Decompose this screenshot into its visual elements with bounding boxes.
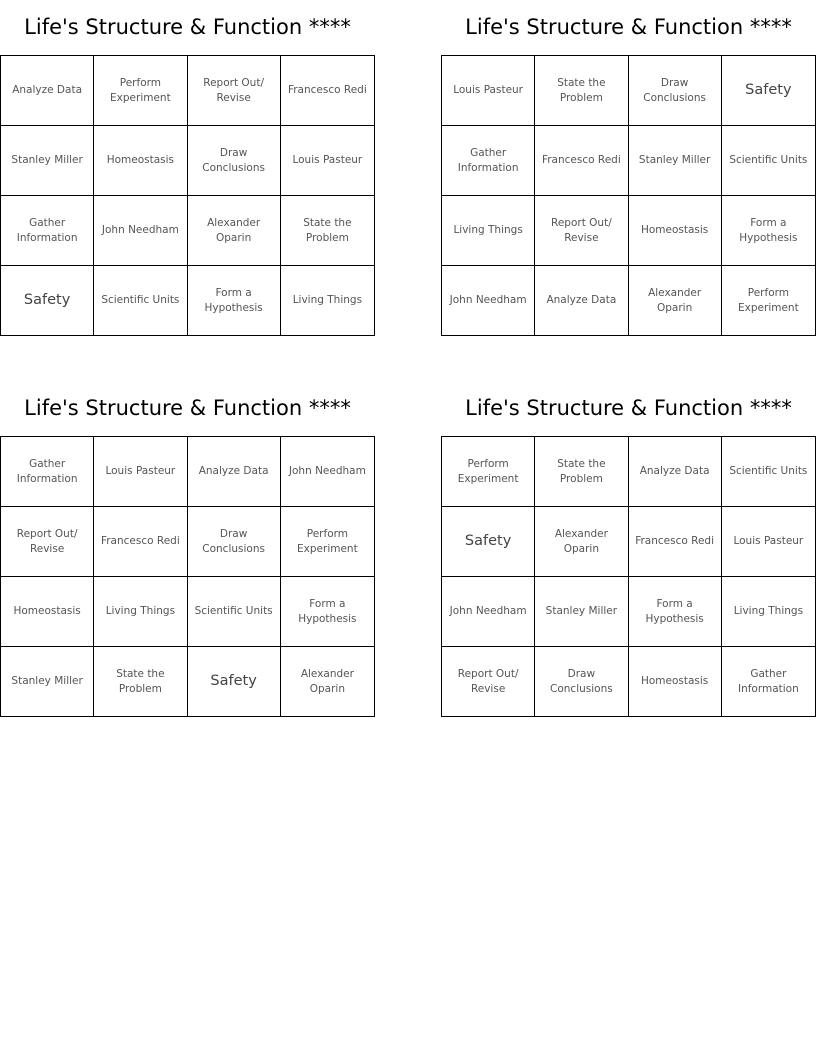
- bingo-grid: [441, 436, 816, 717]
- bingo-cell: Louis Pasteur: [442, 56, 535, 126]
- bingo-cell: Alexander Oparin: [300, 667, 354, 695]
- bingo-cell: Louis Pasteur: [722, 507, 815, 577]
- bingo-cell: Louis Pasteur: [94, 437, 187, 507]
- bingo-cell: Analyze Data: [629, 437, 722, 507]
- free-space-cell: Safety: [188, 647, 281, 716]
- bingo-cell: Alexander Oparin: [188, 196, 281, 266]
- bingo-cell: Alexander Oparin: [629, 266, 722, 335]
- bingo-card: [0, 0, 375, 336]
- bingo-cell: Gather Information: [737, 667, 799, 695]
- bingo-cell: Perform Experiment: [281, 507, 374, 577]
- bingo-cell: Homeostasis: [629, 196, 722, 266]
- bingo-cell: State the Problem: [281, 196, 374, 266]
- bingo-grid: [0, 436, 375, 717]
- bingo-cell: State the Problem: [535, 56, 628, 126]
- bingo-cell: State the Problem: [535, 437, 628, 507]
- bingo-cell: Analyze Data: [535, 266, 628, 335]
- bingo-cell: Form a Hypothesis: [188, 266, 281, 335]
- free-space-cell: Safety: [1, 266, 94, 335]
- bingo-cell: Scientific Units: [722, 437, 815, 507]
- bingo-grid: [0, 55, 375, 336]
- card-title: Life's Structure & Function ****: [24, 396, 351, 420]
- bingo-cell: John Needham: [442, 266, 535, 335]
- bingo-cell: Stanley Miller: [1, 126, 94, 196]
- bingo-cell: John Needham: [281, 437, 374, 507]
- bingo-grid: [441, 55, 816, 336]
- bingo-cell: Scientific Units: [188, 577, 281, 647]
- bingo-cell: Francesco Redi: [535, 126, 628, 196]
- card-title: Life's Structure & Function ****: [24, 15, 351, 39]
- bingo-cell: Form a Hypothesis: [281, 577, 374, 647]
- bingo-cell: Perform Experiment: [738, 286, 799, 314]
- bingo-cell: Francesco Redi: [94, 507, 187, 577]
- bingo-cell: Francesco Redi: [281, 56, 374, 126]
- bingo-cell: Report Out/ Revise: [1, 507, 94, 577]
- bingo-cell: Gather Information: [1, 196, 94, 266]
- bingo-cell: Homeostasis: [629, 647, 722, 716]
- bingo-cell: Draw Conclusions: [535, 647, 628, 716]
- bingo-cell: Report Out/ Revise: [188, 56, 281, 126]
- bingo-cell: Perform Experiment: [442, 437, 535, 507]
- bingo-cell: Gather Information: [1, 437, 94, 507]
- bingo-cell: Stanley Miller: [1, 647, 94, 716]
- bingo-cell: State the Problem: [94, 647, 187, 716]
- bingo-cell: Form a Hypothesis: [629, 577, 722, 647]
- bingo-card: [441, 381, 816, 717]
- bingo-cell: Living Things: [722, 577, 815, 647]
- bingo-cell: Stanley Miller: [629, 126, 722, 196]
- bingo-cell: Gather Information: [442, 126, 535, 196]
- bingo-cell: Homeostasis: [94, 126, 187, 196]
- bingo-cell: Living Things: [292, 294, 363, 306]
- bingo-cell: Stanley Miller: [535, 577, 628, 647]
- bingo-cell: Draw Conclusions: [629, 56, 722, 126]
- bingo-cell: Living Things: [442, 196, 535, 266]
- card-title: Life's Structure & Function ****: [465, 15, 792, 39]
- bingo-cell: Scientific Units: [722, 126, 815, 196]
- bingo-card: [0, 381, 375, 717]
- free-space-cell: Safety: [442, 507, 535, 577]
- bingo-cell: Form a Hypothesis: [722, 196, 815, 266]
- bingo-cell: John Needham: [442, 577, 535, 647]
- bingo-card: [441, 0, 816, 336]
- bingo-cell: Louis Pasteur: [281, 126, 374, 196]
- bingo-cell: Francesco Redi: [629, 507, 722, 577]
- bingo-cell: Report Out/ Revise: [442, 647, 535, 716]
- bingo-cell: Draw Conclusions: [188, 126, 281, 196]
- bingo-cell: Perform Experiment: [94, 56, 187, 126]
- bingo-cell: Living Things: [94, 577, 187, 647]
- bingo-cell: Analyze Data: [1, 56, 94, 126]
- bingo-cell: Homeostasis: [1, 577, 94, 647]
- bingo-cell: Draw Conclusions: [188, 507, 281, 577]
- free-space-cell: Safety: [722, 56, 815, 126]
- bingo-cell: Scientific Units: [94, 266, 187, 335]
- card-title: Life's Structure & Function ****: [465, 396, 792, 420]
- bingo-cell: John Needham: [94, 196, 187, 266]
- bingo-cell: Analyze Data: [188, 437, 281, 507]
- bingo-cell: Alexander Oparin: [535, 507, 628, 577]
- bingo-cell: Report Out/ Revise: [535, 196, 628, 266]
